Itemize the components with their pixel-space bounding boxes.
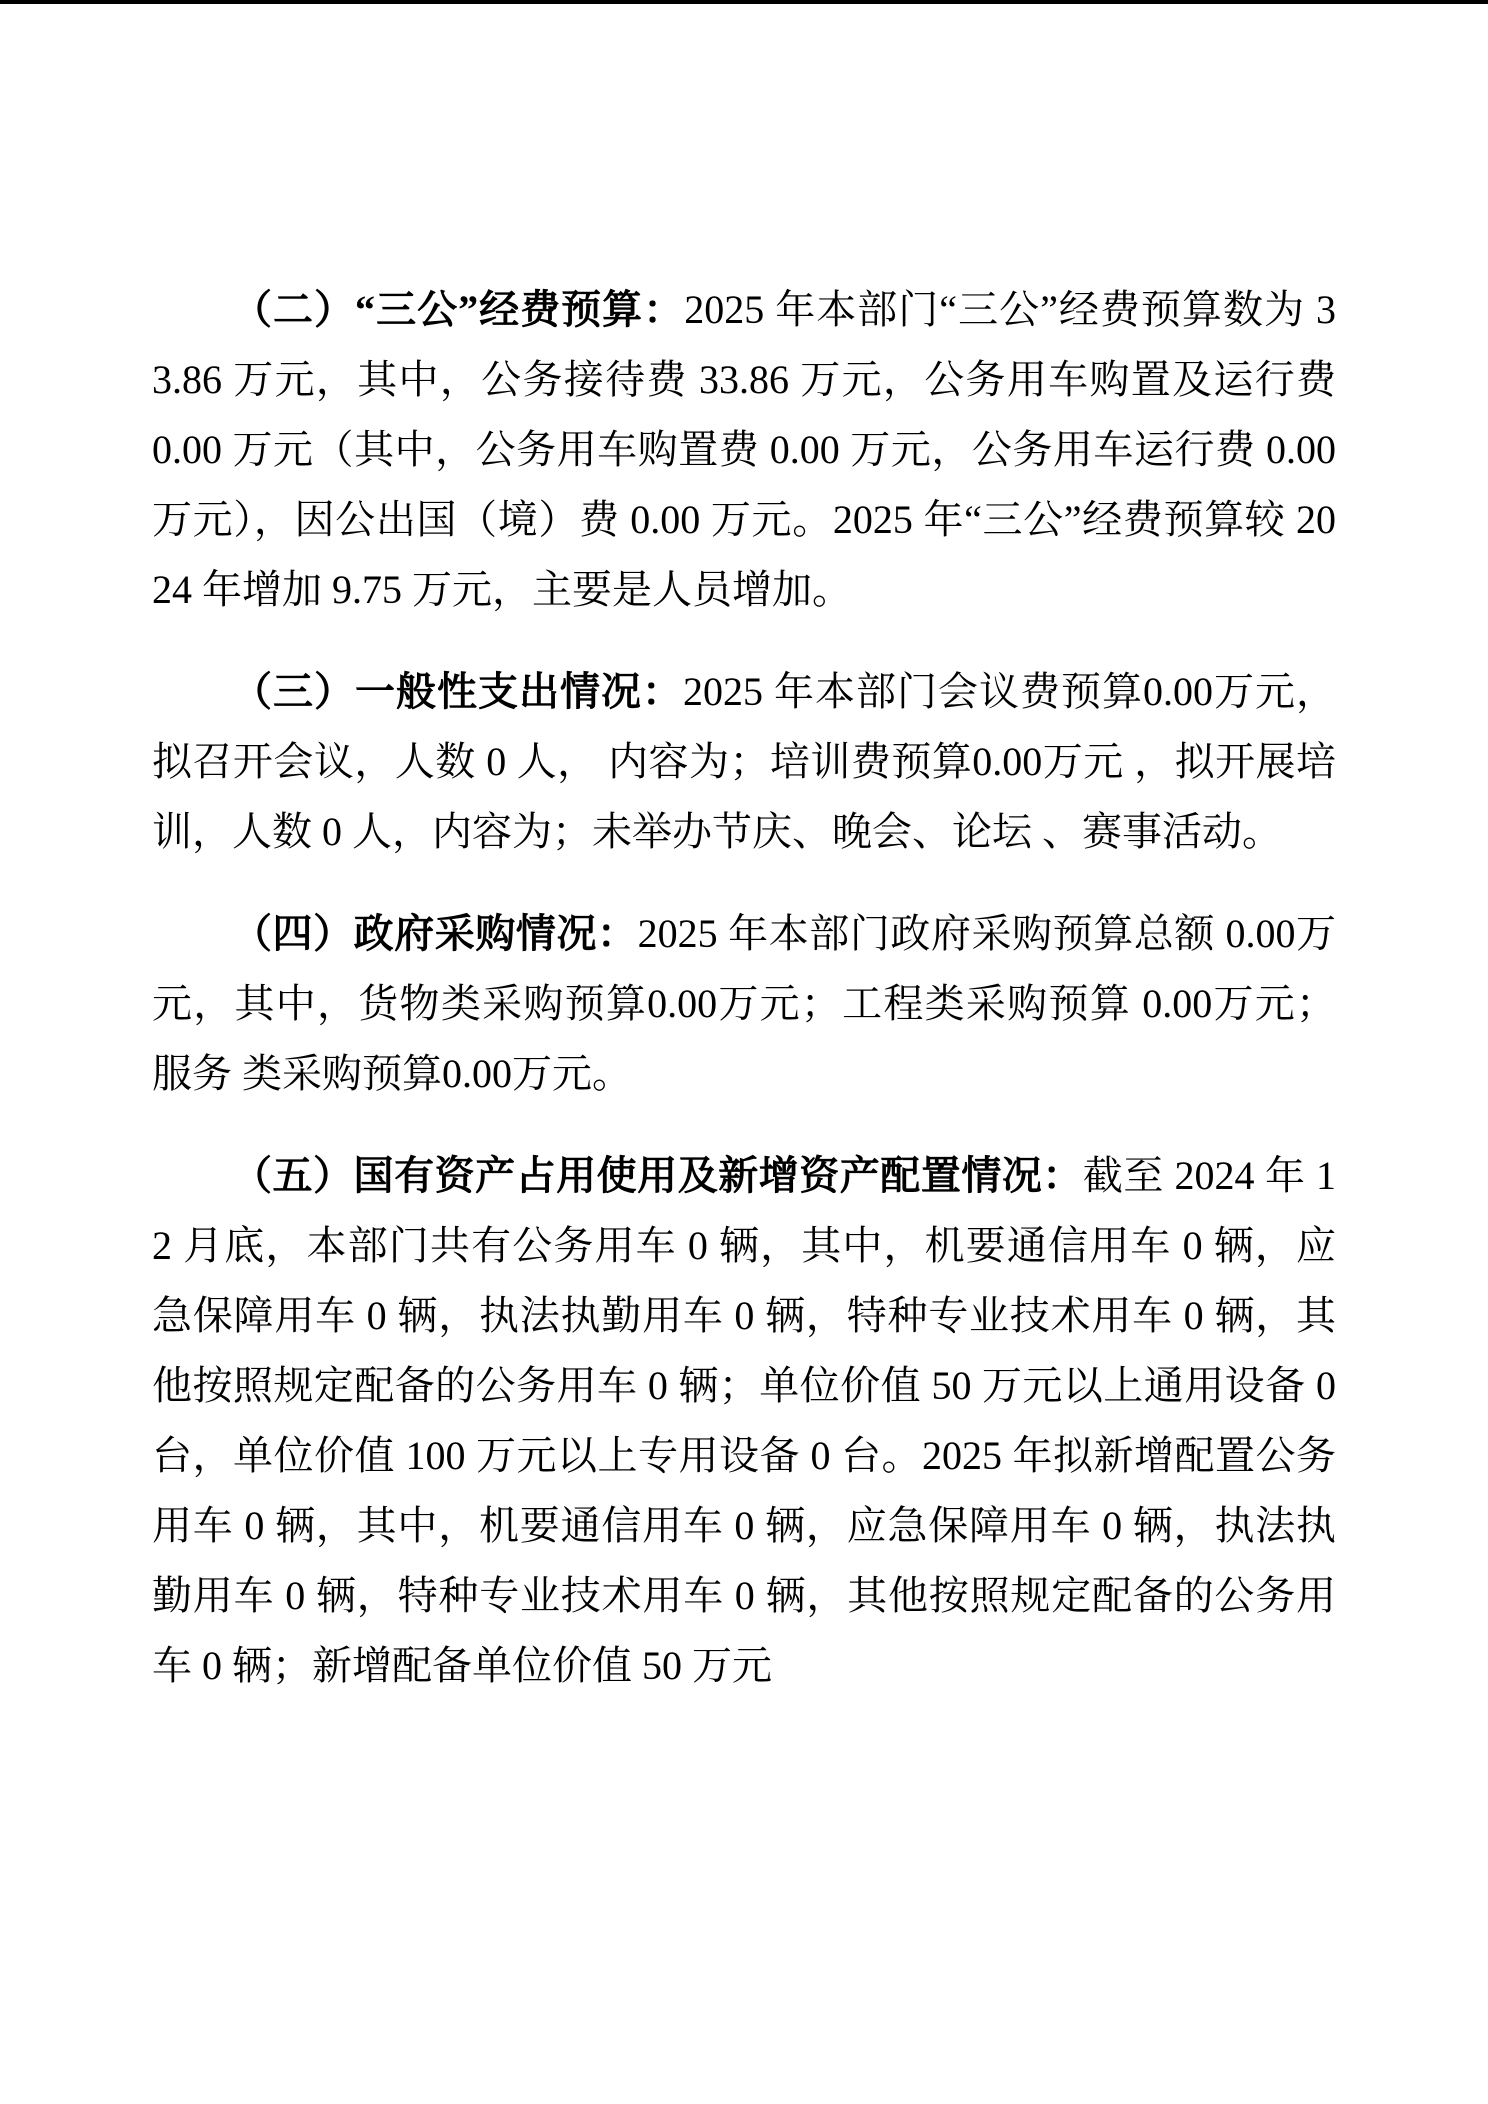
paragraph-general-expenditure bbox=[152, 657, 1336, 867]
section-body-state-assets: 截至 2024 年 12 月底，本部门共有公务用车 0 辆，其中，机要通信用车 0 辆，应急保障用车 0 辆，执法执勤用车 0 辆，特种专业技术用车 0 辆，其他按照规定配备的公务用车 0 辆；单位价值 50 万元以上通用设备 0 台，单位价值 100 万元以上专用设备 0 台。2025 年拟新增配置公务用车 0 辆，其中，机要通信用车 0 辆，应急保障用车 0 辆，执法执勤用车 0 辆，特种专业技术用车 0 辆，其他按照规定配备的公务用车 0 辆；新增配备单位价值 50 万元 bbox=[152, 1153, 1337, 1688]
paragraph-san-gong-budget bbox=[152, 275, 1336, 625]
section-body-san-gong-budget: 2025 年本部门“三公”经费预算数为 33.86 万元，其中，公务接待费 33.86 万元，公务用车购置及运行费 0.00 万元（其中，公务用车购置费 0.00 万元，公务用车运行费 0.00 万元），因公出国（境）费 0.00 万元。2025 年“三公”经费预算较 2024 年增加 9.75 万元，主要是人员增加。 bbox=[152, 287, 1337, 612]
section-heading-general-expenditure: （三）一般性支出情况： bbox=[232, 669, 683, 714]
section-heading-government-procurement: （四）政府采购情况： bbox=[232, 911, 638, 956]
section-body-government-procurement: 2025 年本部门政府采购预算总额 0.00万元，其中，货物类采购预算0.00万元；工程类采购预算 0.00万元；服务 类采购预算0.00万元。 bbox=[152, 911, 1337, 1096]
document-content bbox=[152, 275, 1336, 1733]
section-heading-san-gong-budget: （二）“三公”经费预算： bbox=[232, 287, 685, 332]
section-heading-state-assets: （五）国有资产占用使用及新增资产配置情况： bbox=[232, 1153, 1083, 1198]
paragraph-government-procurement bbox=[152, 899, 1336, 1109]
section-body-general-expenditure: 2025 年本部门会议费预算0.00万元， 拟召开会议，人数 0 人， 内容为；培训费预算0.00万元 ，拟开展培训，人数 0 人，内容为；未举办节庆、晚会、论坛 、赛事活动。 bbox=[152, 669, 1336, 854]
page-top-border bbox=[0, 0, 1488, 4]
paragraph-state-assets bbox=[152, 1141, 1336, 1701]
